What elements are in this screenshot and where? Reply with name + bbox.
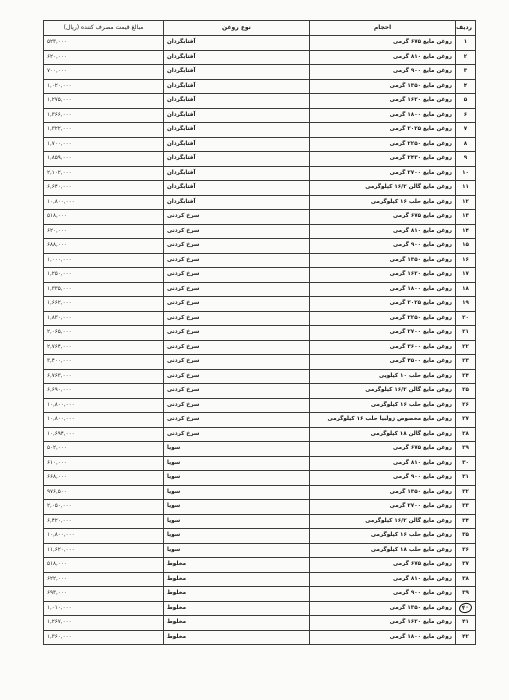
price-cell: ۱,۸۳۰,۰۰۰	[44, 311, 164, 326]
volume-cell: روغن مایع ۱۸۰۰ گرمی	[310, 108, 456, 123]
price-cell: ۶۸۸,۰۰۰	[44, 239, 164, 254]
table-row	[44, 326, 476, 341]
volume-cell: روغن مایع ۱۳۵۰ گرمی	[310, 485, 456, 500]
volume-cell: روغن مایع ۱۸۰۰ گرمی	[310, 282, 456, 297]
table-row	[44, 123, 476, 138]
table-row	[44, 166, 476, 181]
price-cell: ۹۷۶,۵۰۰	[44, 485, 164, 500]
oil-type-cell: مخلوط	[164, 630, 310, 645]
price-cell: ۱,۳۶۶,۰۰۰	[44, 108, 164, 123]
volume-cell: روغن مایع ۱۳۵۰ گرمی	[310, 601, 456, 616]
oil-type-cell: سرخ کردنی	[164, 369, 310, 384]
row-number-cell: ۲۸	[456, 427, 476, 442]
oil-type-cell: سرخ کردنی	[164, 297, 310, 312]
row-number-cell: ۱۸	[456, 282, 476, 297]
oil-type-cell: سویا	[164, 456, 310, 471]
price-cell: ۳,۴۰۰,۰۰۰	[44, 355, 164, 370]
table-row	[44, 485, 476, 500]
oil-type-cell: سرخ کردنی	[164, 326, 310, 341]
row-number-cell: ۱۹	[456, 297, 476, 312]
volume-cell: روغن مایع ۶۷۵ گرمی	[310, 558, 456, 573]
row-number-cell: ۴	[456, 79, 476, 94]
table-row	[44, 152, 476, 167]
header-row-number: ردیف	[456, 21, 476, 36]
table-row	[44, 224, 476, 239]
oil-type-cell: سرخ کردنی	[164, 384, 310, 399]
oil-type-cell: آفتابگردان	[164, 50, 310, 65]
volume-cell: روغن مایع ۲۰۲۵ گرمی	[310, 123, 456, 138]
row-number-cell: ۱۵	[456, 239, 476, 254]
oil-type-cell: سویا	[164, 529, 310, 544]
volume-cell: روغن مایع حلب ۱۰ کیلویی	[310, 369, 456, 384]
table-row	[44, 413, 476, 428]
price-cell: ۱,۲۶۷,۰۰۰	[44, 616, 164, 631]
volume-cell: روغن مایع ۸۱۰ گرمی	[310, 572, 456, 587]
row-number-cell: ۳۶	[456, 543, 476, 558]
table-row	[44, 630, 476, 645]
row-number-cell: ۸	[456, 137, 476, 152]
price-cell: ۶,۶۴۰,۰۰۰	[44, 181, 164, 196]
table-row	[44, 94, 476, 109]
oil-type-cell: سرخ کردنی	[164, 398, 310, 413]
page-footer	[0, 694, 509, 700]
oil-type-cell: سویا	[164, 485, 310, 500]
row-number-cell: ۳	[456, 65, 476, 80]
volume-cell: روغن مایع ۱۸۰۰ گرمی	[310, 630, 456, 645]
table-row	[44, 181, 476, 196]
table-row	[44, 239, 476, 254]
price-cell: ۲,۷۶۴,۰۰۰	[44, 340, 164, 355]
oil-type-cell: آفتابگردان	[164, 108, 310, 123]
row-number-cell: ۱۶	[456, 253, 476, 268]
volume-cell: روغن مایع گالن ۱۶/۲ کیلوگرمی	[310, 514, 456, 529]
table-row	[44, 369, 476, 384]
table-header-row	[44, 21, 476, 36]
row-number-cell: ۳۹	[456, 587, 476, 602]
oil-type-cell: سرخ کردنی	[164, 413, 310, 428]
volume-cell: روغن مایع گالن ۱۶/۲ کیلوگرمی	[310, 181, 456, 196]
oil-type-cell: سرخ کردنی	[164, 210, 310, 225]
table-row	[44, 50, 476, 65]
row-number-cell: ۲۶	[456, 398, 476, 413]
oil-type-cell: سویا	[164, 514, 310, 529]
oil-type-cell: سویا	[164, 500, 310, 515]
price-cell: ۱۰,۸۰۰,۰۰۰	[44, 413, 164, 428]
oil-type-cell: مخلوط	[164, 587, 310, 602]
table-row	[44, 601, 476, 616]
volume-cell: روغن مایع ۶۷۵ گرمی	[310, 442, 456, 457]
table-row	[44, 36, 476, 51]
row-number-cell	[456, 601, 476, 616]
price-cell: ۱,۰۲۰,۰۰۰	[44, 79, 164, 94]
row-number-cell: ۲۹	[456, 442, 476, 457]
row-number-cell: ۴۱	[456, 616, 476, 631]
table-row	[44, 384, 476, 399]
volume-cell: روغن مایع ۱۶۲۰ گرمی	[310, 616, 456, 631]
volume-cell: روغن مایع ۸۱۰ گرمی	[310, 456, 456, 471]
oil-type-cell: آفتابگردان	[164, 65, 310, 80]
price-cell: ۱۰,۸۰۰,۰۰۰	[44, 529, 164, 544]
row-number-cell: ۷	[456, 123, 476, 138]
row-number-cell: ۲۰	[456, 311, 476, 326]
table-row	[44, 471, 476, 486]
row-number-cell: ۵	[456, 94, 476, 109]
table-row	[44, 558, 476, 573]
volume-cell: روغن مایع حلب ۱۶ کیلوگرمی	[310, 398, 456, 413]
volume-cell: روغن مایع حلب ۱۶ کیلوگرمی	[310, 529, 456, 544]
table-row	[44, 616, 476, 631]
oil-type-cell: سرخ کردنی	[164, 340, 310, 355]
table-row	[44, 543, 476, 558]
header-volume: احجام	[310, 21, 456, 36]
row-number-cell: ۶	[456, 108, 476, 123]
table-row	[44, 253, 476, 268]
volume-cell: روغن مایع گالن ۱۶/۲ کیلوگرمی	[310, 384, 456, 399]
oil-type-cell: سرخ کردنی	[164, 224, 310, 239]
row-number-cell: ۳۳	[456, 500, 476, 515]
price-cell: ۶۶۸,۰۰۰	[44, 471, 164, 486]
price-cell: ۱۱,۶۲۰,۰۰۰	[44, 543, 164, 558]
oil-type-cell: مخلوط	[164, 616, 310, 631]
price-cell: ۲,۰۶۵,۰۰۰	[44, 326, 164, 341]
table-body	[44, 36, 476, 645]
row-number-cell: ۳۰	[456, 456, 476, 471]
table-row	[44, 268, 476, 283]
volume-cell: روغن مایع ۶۷۵ گرمی	[310, 210, 456, 225]
volume-cell: روغن مایع ۱۶۲۰ گرمی	[310, 94, 456, 109]
row-number-cell: ۲۱	[456, 326, 476, 341]
row-number-cell: ۳۵	[456, 529, 476, 544]
price-cell: ۱,۳۲۲,۰۰۰	[44, 123, 164, 138]
row-number-cell: ۹	[456, 152, 476, 167]
oil-type-cell: مخلوط	[164, 572, 310, 587]
table-row	[44, 297, 476, 312]
price-cell: ۲,۰۵۰,۰۰۰	[44, 500, 164, 515]
row-number-cell: ۴۲	[456, 630, 476, 645]
row-number-cell: ۲۴	[456, 369, 476, 384]
price-cell: ۷۰۰,۰۰۰	[44, 65, 164, 80]
row-number-cell: ۲۷	[456, 413, 476, 428]
oil-type-cell: سویا	[164, 543, 310, 558]
oil-type-cell: سویا	[164, 471, 310, 486]
price-cell: ۱,۳۳۵,۰۰۰	[44, 282, 164, 297]
volume-cell: روغن مایع ۲۰۲۵ گرمی	[310, 297, 456, 312]
table-row	[44, 355, 476, 370]
row-number-cell: ۲	[456, 50, 476, 65]
oil-type-cell: سویا	[164, 442, 310, 457]
price-cell: ۱۰,۶۹۴,۰۰۰	[44, 427, 164, 442]
table-row	[44, 442, 476, 457]
oil-type-cell: آفتابگردان	[164, 152, 310, 167]
volume-cell: روغن مایع ۹۰۰ گرمی	[310, 239, 456, 254]
price-cell: ۱,۲۵۰,۰۰۰	[44, 268, 164, 283]
price-cell: ۵۲۳,۰۰۰	[44, 36, 164, 51]
price-cell: ۶۲۰,۰۰۰	[44, 50, 164, 65]
table-row	[44, 398, 476, 413]
volume-cell: روغن مایع ۲۷۰۰ گرمی	[310, 500, 456, 515]
row-number-cell: ۱۱	[456, 181, 476, 196]
oil-type-cell: آفتابگردان	[164, 195, 310, 210]
volume-cell: روغن مایع ۸۱۰ گرمی	[310, 50, 456, 65]
volume-cell: روغن مایع گالن ۱۸ کیلوگرمی	[310, 427, 456, 442]
price-cell: ۶,۴۲۰,۰۰۰	[44, 514, 164, 529]
volume-cell: روغن مایع ۳۶۰۰ گرمی	[310, 340, 456, 355]
row-number-cell: ۳۲	[456, 485, 476, 500]
row-number-cell: ۲۳	[456, 355, 476, 370]
oil-type-cell: آفتابگردان	[164, 181, 310, 196]
row-number-cell: ۱۷	[456, 268, 476, 283]
oil-type-cell: آفتابگردان	[164, 123, 310, 138]
row-number-cell: ۱۴	[456, 224, 476, 239]
table-row	[44, 427, 476, 442]
volume-cell: روغن مایع ۹۰۰ گرمی	[310, 65, 456, 80]
oil-type-cell: سرخ کردنی	[164, 355, 310, 370]
volume-cell: روغن مایع ۲۴۳۰ گرمی	[310, 152, 456, 167]
price-cell: ۶۲۲,۰۰۰	[44, 572, 164, 587]
volume-cell: روغن مایع حلب ۱۸ کیلوگرمی	[310, 543, 456, 558]
price-cell: ۶۱۰,۰۰۰	[44, 456, 164, 471]
table-row	[44, 137, 476, 152]
volume-cell: روغن مایع ۱۳۵۰ گرمی	[310, 79, 456, 94]
row-number-cell: ۱۰	[456, 166, 476, 181]
price-cell: ۵۱۸,۰۰۰	[44, 558, 164, 573]
table-row	[44, 572, 476, 587]
oil-price-table	[43, 20, 476, 645]
circled-row-number: ۴۰	[458, 601, 473, 613]
table-row	[44, 587, 476, 602]
row-number-cell: ۲۵	[456, 384, 476, 399]
row-number-cell: ۳۸	[456, 572, 476, 587]
price-cell: ۱,۲۷۵,۰۰۰	[44, 94, 164, 109]
table-row	[44, 311, 476, 326]
price-cell: ۶۹۳,۰۰۰	[44, 587, 164, 602]
price-cell: ۱,۸۵۹,۰۰۰	[44, 152, 164, 167]
volume-cell: روغن مایع ۹۰۰ گرمی	[310, 471, 456, 486]
row-number-cell: ۲۲	[456, 340, 476, 355]
price-cell: ۱۰,۸۰۰,۰۰۰	[44, 398, 164, 413]
price-cell: ۱,۳۶۰,۰۰۰	[44, 630, 164, 645]
price-cell: ۶,۷۶۳,۰۰۰	[44, 369, 164, 384]
table-row	[44, 65, 476, 80]
oil-type-cell: آفتابگردان	[164, 166, 310, 181]
row-number-cell: ۱۲	[456, 195, 476, 210]
table-row	[44, 456, 476, 471]
table-row	[44, 340, 476, 355]
table-row	[44, 210, 476, 225]
table-row	[44, 500, 476, 515]
table-row	[44, 108, 476, 123]
oil-type-cell: آفتابگردان	[164, 79, 310, 94]
volume-cell: روغن مایع حلب ۱۶ کیلوگرمی	[310, 195, 456, 210]
price-cell: ۲,۱۰۲,۰۰۰	[44, 166, 164, 181]
oil-type-cell: سرخ کردنی	[164, 282, 310, 297]
price-cell: ۱,۰۰۰,۰۰۰	[44, 253, 164, 268]
oil-type-cell: مخلوط	[164, 601, 310, 616]
oil-type-cell: آفتابگردان	[164, 94, 310, 109]
row-number-cell: ۱	[456, 36, 476, 51]
volume-cell: روغن مایع ۹۰۰ گرمی	[310, 587, 456, 602]
price-cell: ۶,۶۹۰,۰۰۰	[44, 384, 164, 399]
price-cell: ۱,۰۱۰,۰۰۰	[44, 601, 164, 616]
volume-cell: روغن مایع ۸۱۰ گرمی	[310, 224, 456, 239]
volume-cell: روغن مایع ۲۲۵۰ گرمی	[310, 311, 456, 326]
oil-type-cell: آفتابگردان	[164, 137, 310, 152]
oil-type-cell: سرخ کردنی	[164, 239, 310, 254]
row-number-cell: ۳۴	[456, 514, 476, 529]
price-cell: ۶۲۰,۰۰۰	[44, 224, 164, 239]
price-cell: ۱,۶۶۲,۰۰۰	[44, 297, 164, 312]
oil-type-cell: سرخ کردنی	[164, 268, 310, 283]
table-row	[44, 79, 476, 94]
volume-cell: روغن مایع ۶۷۵ گرمی	[310, 36, 456, 51]
row-number-cell: ۳۷	[456, 558, 476, 573]
oil-type-cell: سرخ کردنی	[164, 311, 310, 326]
row-number-cell: ۱۳	[456, 210, 476, 225]
volume-cell: روغن مایع ۲۲۵۰ گرمی	[310, 137, 456, 152]
table-row	[44, 514, 476, 529]
oil-type-cell: سرخ کردنی	[164, 253, 310, 268]
price-cell: ۱,۷۰۰,۰۰۰	[44, 137, 164, 152]
oil-type-cell: مخلوط	[164, 558, 310, 573]
header-price: مبالغ قیمت مصرف کننده (ریال)	[44, 21, 164, 36]
volume-cell: روغن مایع مخصوص زولبیا حلب ۱۶ کیلوگرمی	[310, 413, 456, 428]
table-row	[44, 282, 476, 297]
table-row	[44, 529, 476, 544]
volume-cell: روغن مایع ۲۷۰۰ گرمی	[310, 326, 456, 341]
price-cell: ۵۰۲,۰۰۰	[44, 442, 164, 457]
oil-type-cell: آفتابگردان	[164, 36, 310, 51]
price-cell: ۱۰,۸۰۰,۰۰۰	[44, 195, 164, 210]
table-row	[44, 195, 476, 210]
price-cell: ۵۱۸,۰۰۰	[44, 210, 164, 225]
header-oil-type: نوع روغن	[164, 21, 310, 36]
row-number-cell: ۳۱	[456, 471, 476, 486]
volume-cell: روغن مایع ۲۷۰۰ گرمی	[310, 166, 456, 181]
volume-cell: روغن مایع ۴۵۰۰ گرمی	[310, 355, 456, 370]
volume-cell: روغن مایع ۱۶۲۰ گرمی	[310, 268, 456, 283]
oil-type-cell: سرخ کردنی	[164, 427, 310, 442]
volume-cell: روغن مایع ۱۳۵۰ گرمی	[310, 253, 456, 268]
